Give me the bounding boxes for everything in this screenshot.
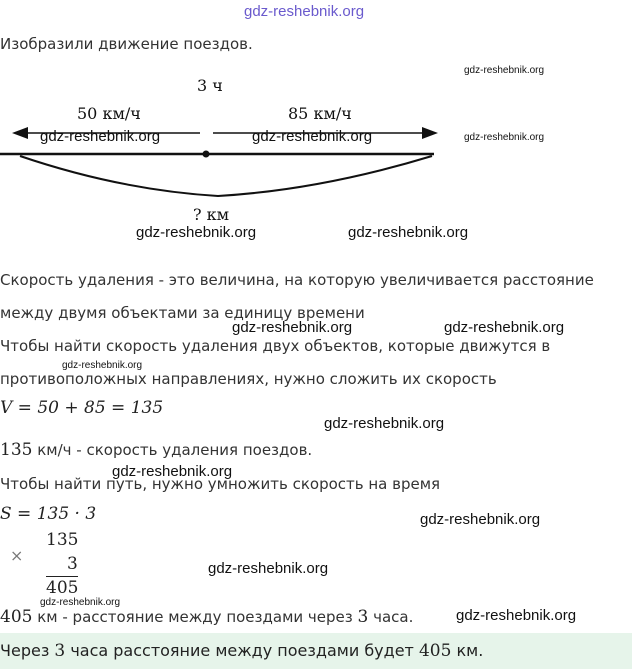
answer-hours: 3 <box>54 641 66 661</box>
result-speed-text: км/ч - скорость удаления поездов. <box>32 441 313 459</box>
start-point <box>203 151 210 158</box>
train-diagram <box>0 70 632 230</box>
watermark: gdz-reshebnik.org <box>40 128 161 145</box>
right-arrow-head <box>422 127 438 139</box>
diagram-svg <box>0 70 632 230</box>
watermark: gdz-reshebnik.org <box>232 319 353 336</box>
intro-text: Изобразили движение поездов. <box>0 35 253 53</box>
rule1-line-1: Чтобы найти скорость удаления двух объектов, которые движутся в <box>0 337 551 355</box>
formula-speed: V = 50 + 85 = 135 <box>0 398 164 418</box>
distance-brace <box>20 156 432 196</box>
result-distance <box>0 607 413 627</box>
answer-text <box>0 641 483 661</box>
watermark: gdz-reshebnik.org <box>456 607 577 624</box>
definition-line-2: между двумя объектами за единицу времени <box>0 304 365 322</box>
watermark: gdz-reshebnik.org <box>136 224 257 241</box>
multiplier: 3 <box>67 554 78 574</box>
result-speed <box>0 440 312 460</box>
result-distance-hours: 3 <box>357 607 369 627</box>
multiplicand: 135 <box>46 530 79 550</box>
answer-part-1: Через <box>0 641 55 660</box>
watermark: gdz-reshebnik.org <box>208 560 329 577</box>
speed-left-label: 50 км/ч <box>77 104 141 123</box>
watermark: gdz-reshebnik.org <box>112 463 233 480</box>
column-rule <box>46 576 78 577</box>
distance-label: ? км <box>193 205 230 224</box>
result-speed-number: 135 <box>0 440 33 460</box>
watermark: gdz-reshebnik.org <box>464 65 545 76</box>
formula-distance: S = 135 · 3 <box>0 504 97 524</box>
watermark: gdz-reshebnik.org <box>464 132 545 143</box>
watermark: gdz-reshebnik.org <box>40 597 121 608</box>
answer-part-3: км. <box>451 641 484 660</box>
site-header: gdz-reshebnik.org <box>244 3 365 20</box>
answer-part-2: часа расстояние между поездами будет <box>65 641 419 660</box>
watermark: gdz-reshebnik.org <box>324 415 445 432</box>
left-arrow-head <box>12 127 28 139</box>
rule2-text: Чтобы найти путь, нужно умножить скорость на время <box>0 475 441 493</box>
watermark: gdz-reshebnik.org <box>252 128 373 145</box>
answer-box <box>0 633 632 669</box>
column-multiplication <box>10 530 90 602</box>
speed-right-label: 85 км/ч <box>288 104 352 123</box>
result-distance-text-b: часа. <box>368 608 414 626</box>
result-distance-text-a: км - расстояние между поездами через <box>32 608 358 626</box>
answer-distance: 405 <box>418 641 452 661</box>
rule1-line-2: противоположных направлениях, нужно сложить их скорость <box>0 370 497 388</box>
watermark: gdz-reshebnik.org <box>420 511 541 528</box>
watermark: gdz-reshebnik.org <box>62 360 143 371</box>
watermark: gdz-reshebnik.org <box>444 319 565 336</box>
definition-line-1: Скорость удаления - это величина, на которую увеличивается расстояние <box>0 271 594 289</box>
multiply-sign: × <box>10 546 24 565</box>
time-label: 3 ч <box>197 76 223 95</box>
column-result: 405 <box>46 578 79 598</box>
watermark: gdz-reshebnik.org <box>348 224 469 241</box>
result-distance-number: 405 <box>0 607 33 627</box>
